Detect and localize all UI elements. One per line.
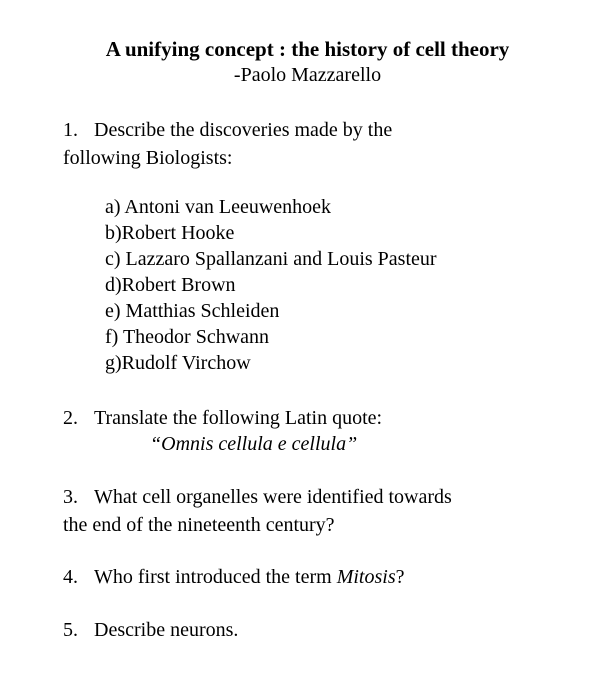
question-1-line-1	[63, 116, 392, 144]
question-2	[63, 404, 382, 432]
question-4-punctuation: ?	[395, 566, 405, 588]
list-item: f) Theodor Schwann	[105, 326, 270, 348]
question-5-text: Describe neurons.	[94, 619, 239, 641]
mitosis-term: Mitosis	[336, 566, 396, 588]
question-3-line-1	[63, 483, 452, 511]
list-item: b)Robert Hooke	[105, 222, 235, 244]
document-author: -Paolo Mazzarello	[233, 64, 382, 86]
list-item: c) Lazzaro Spallanzani and Louis Pasteur	[105, 248, 437, 270]
question-1-text-line-1: Describe the discoveries made by the	[94, 119, 393, 141]
question-4-number: 4.	[63, 566, 78, 588]
biologist-list	[105, 194, 437, 376]
question-2-text: Translate the following Latin quote:	[94, 407, 383, 429]
question-1-text-line-2: following Biologists:	[63, 147, 233, 169]
document-title: A unifying concept : the history of cell theory	[105, 37, 510, 61]
list-item: d)Robert Brown	[105, 274, 236, 296]
question-3-text-line-1: What cell organelles were identified towards	[94, 486, 452, 508]
question-3-text-line-2: the end of the nineteenth century?	[63, 514, 335, 536]
question-1	[63, 116, 392, 172]
question-3	[63, 483, 452, 539]
list-item: g)Rudolf Virchow	[105, 352, 251, 374]
question-5	[63, 616, 238, 644]
question-2-number: 2.	[63, 407, 78, 429]
list-item: a) Antoni van Leeuwenhoek	[105, 196, 332, 218]
question-4-text: Who first introduced the term	[94, 566, 337, 588]
question-3-number: 3.	[63, 486, 78, 508]
question-4	[63, 563, 405, 591]
question-1-number: 1.	[63, 119, 78, 141]
latin-quote: “Omnis cellula e cellula”	[150, 433, 358, 455]
list-item: e) Matthias Schleiden	[105, 300, 280, 322]
question-5-number: 5.	[63, 619, 78, 641]
